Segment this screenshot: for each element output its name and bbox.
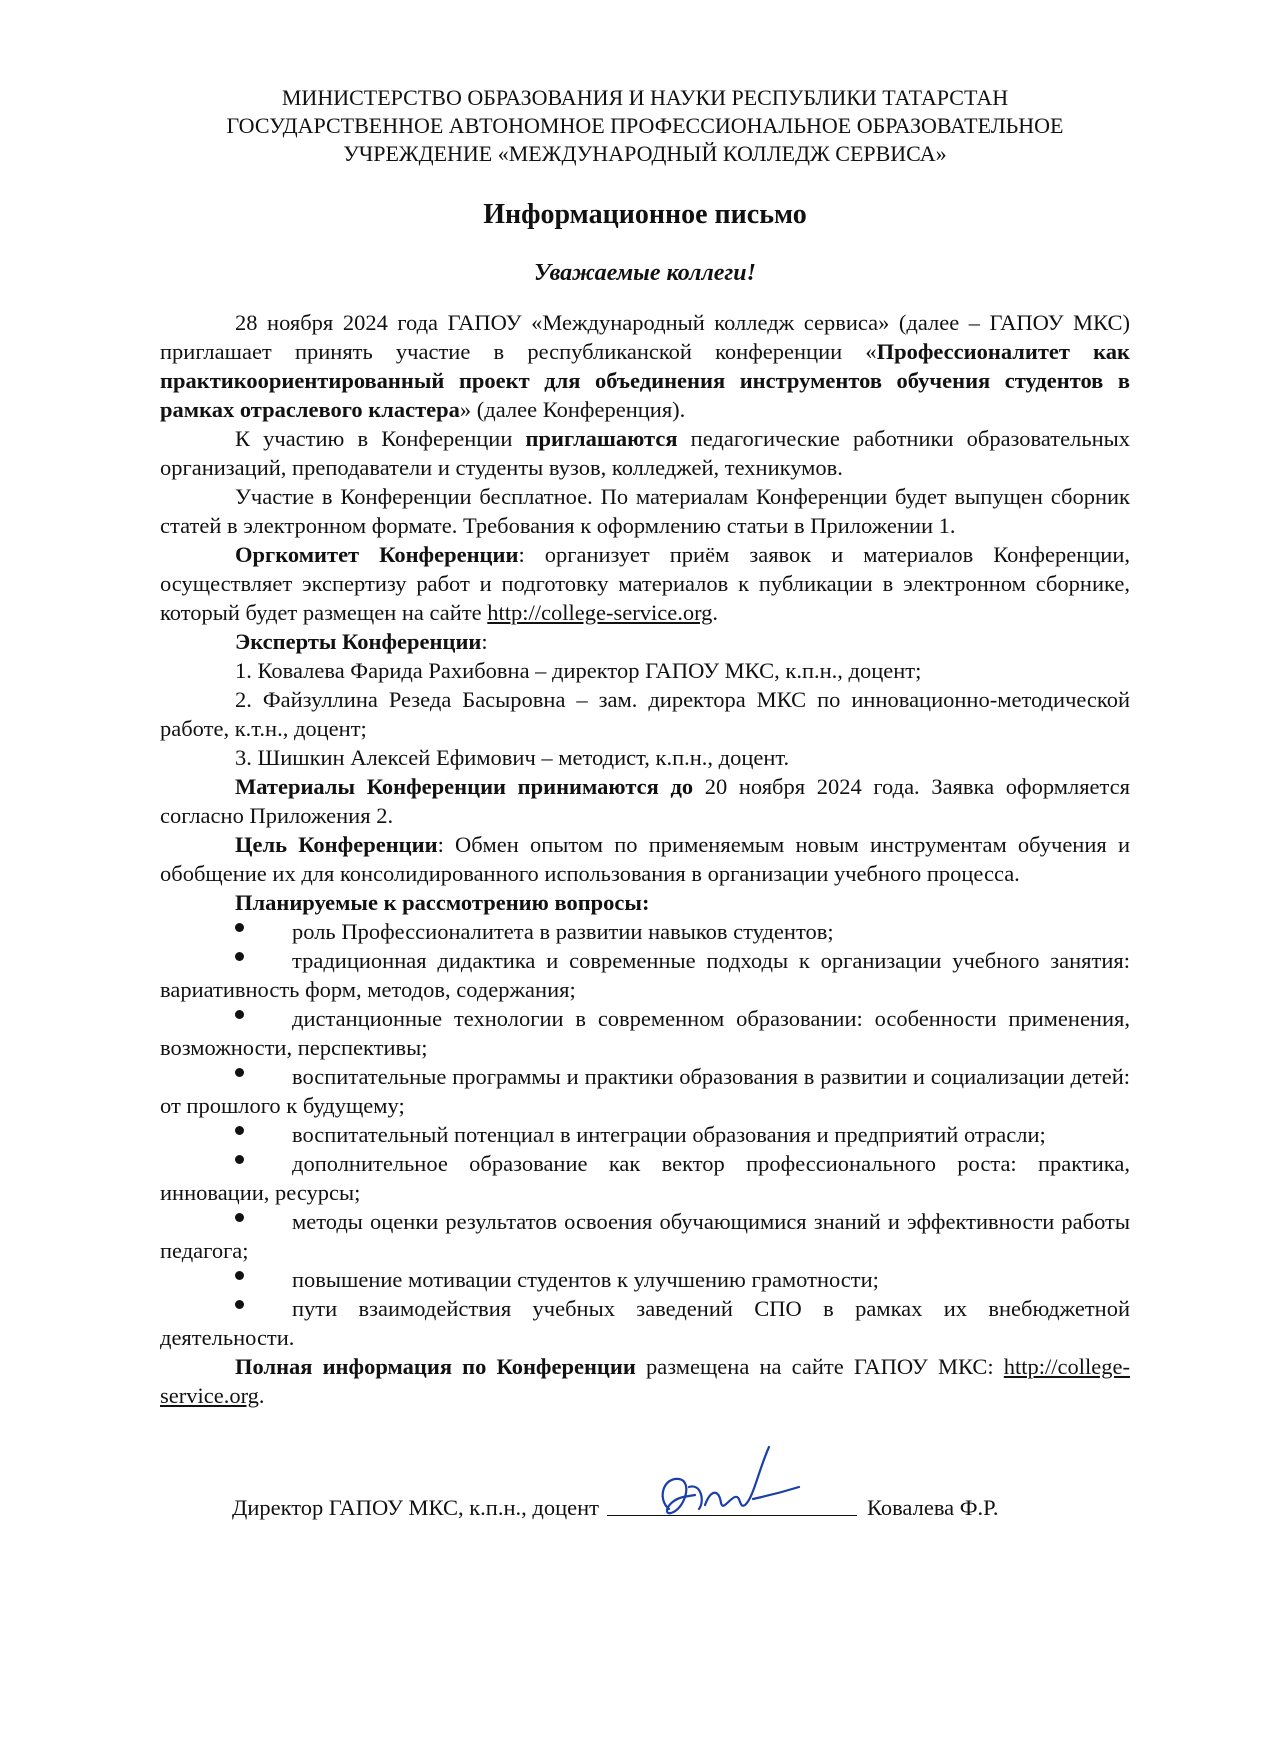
signature-line <box>607 1493 857 1516</box>
fullinfo-text: размещена на сайте ГАПОУ МКС: <box>635 1354 1004 1379</box>
fullinfo-bold: Полная информация по Конференции <box>235 1354 636 1379</box>
letterhead-line-2: ГОСУДАРСТВЕННОЕ АВТОНОМНОЕ ПРОФЕССИОНАЛЬНОЕ ОБРАЗОВАТЕЛЬНОЕ <box>226 113 1064 138</box>
signature-block <box>160 1482 1130 1522</box>
deadline-paragraph <box>160 772 1130 830</box>
intro-paragraph <box>160 308 1130 424</box>
handwritten-signature <box>649 1439 809 1529</box>
bullet-icon <box>235 1271 244 1280</box>
site-link[interactable]: http://college-service.org <box>487 600 713 625</box>
topic-item <box>160 1004 1130 1062</box>
topics-heading-bold: Планируемые к рассмотрению вопросы: <box>235 890 650 915</box>
intro-text: 28 ноября 2024 года ГАПОУ «Международный колледж сервиса» (далее – ГАПОУ МКС) приглашает принять участие в республиканской конференции « <box>160 310 1130 364</box>
experts-heading <box>160 627 1130 656</box>
letterhead <box>160 84 1130 168</box>
topic-text: повышение мотивации студентов к улучшению грамотности; <box>292 1267 879 1292</box>
invite-text-end: педагогические работники образовательных организаций, преподаватели и студенты вузов, колледжей, техникумов. <box>160 426 1131 480</box>
goal-heading: Цель Конференции <box>235 832 438 857</box>
goal-text: : Обмен опытом по применяемым новым инструментам обучения и обобщение их для консолидированного использования в организации учебного процесса. <box>160 832 1131 886</box>
letterhead-line-3: УЧРЕЖДЕНИЕ «МЕЖДУНАРОДНЫЙ КОЛЛЕДЖ СЕРВИСА» <box>343 141 947 166</box>
bullet-icon <box>235 1010 244 1019</box>
topics-heading <box>160 888 1130 917</box>
orgcom-text: : организует приём заявок и материалов Конференции, осуществляет экспертизу работ и подготовку материалов к публикации в электронном сборнике, который будет размещен на сайте <box>160 542 1130 625</box>
expert-item: 2. Файзуллина Резеда Басыровна – зам. директора МКС по инновационно-методической работе, к.т.н., доцент; <box>160 687 1130 741</box>
bullet-icon <box>235 1068 244 1077</box>
bullet-icon <box>235 1213 244 1222</box>
topic-item <box>160 917 1130 946</box>
bullet-icon <box>235 1126 244 1135</box>
invite-bold: приглашаются <box>525 426 678 451</box>
orgcom-paragraph <box>160 540 1130 627</box>
topic-text: дистанционные технологии в современном образовании: особенности применения, возможности, перспективы; <box>160 1006 1130 1060</box>
free-paragraph: Участие в Конференции бесплатное. По материалам Конференции будет выпущен сборник статей в электронном формате. Требования к оформлению статьи в Приложении 1. <box>160 484 1130 538</box>
goal-paragraph <box>160 830 1130 888</box>
topic-text: традиционная дидактика и современные подходы к организации учебного занятия: вариативность форм, методов, содержания; <box>160 948 1130 1002</box>
signer-name: Ковалева Ф.Р. <box>866 1495 999 1520</box>
letter-body <box>160 84 1130 1522</box>
greeting: Уважаемые коллеги! <box>534 260 756 286</box>
intro-text-end: » (далее Конференция). <box>459 397 686 422</box>
topic-text: дополнительное образование как вектор профессионального роста: практика, инновации, ресурсы; <box>160 1151 1130 1205</box>
fullinfo-end: . <box>258 1383 265 1408</box>
topic-item <box>160 1265 1130 1294</box>
orgcom-heading: Оргкомитет Конференции <box>235 542 519 567</box>
bullet-icon <box>235 952 244 961</box>
invite-paragraph <box>160 424 1130 482</box>
topic-text: воспитательный потенциал в интеграции образования и предприятий отрасли; <box>292 1122 1046 1147</box>
deadline-text: 20 ноября 2024 года. Заявка оформляется согласно Приложения 2. <box>160 774 1130 828</box>
experts-heading-bold: Эксперты Конференции <box>235 629 482 654</box>
topic-text: роль Профессионалитета в развитии навыков студентов; <box>292 919 834 944</box>
topic-item <box>160 1062 1130 1120</box>
topic-item <box>160 1294 1130 1352</box>
topic-item <box>160 946 1130 1004</box>
bullet-icon <box>235 923 244 932</box>
expert-item: 1. Ковалева Фарида Рахибовна – директор ГАПОУ МКС, к.п.н., доцент; <box>235 658 922 683</box>
deadline-bold: Материалы Конференции принимаются до <box>235 774 694 799</box>
topic-item <box>160 1120 1130 1149</box>
topic-text: методы оценки результатов освоения обучающимися знаний и эффективности работы педагога; <box>160 1209 1130 1263</box>
invite-text: К участию в Конференции <box>235 426 526 451</box>
document-title: Информационное письмо <box>483 199 807 230</box>
letterhead-line-1: МИНИСТЕРСТВО ОБРАЗОВАНИЯ И НАУКИ РЕСПУБЛИКИ ТАТАРСТАН <box>281 85 1009 110</box>
topic-item <box>160 1207 1130 1265</box>
expert-item: 3. Шишкин Алексей Ефимович – методист, к.п.н., доцент. <box>235 745 790 770</box>
topic-item <box>160 1149 1130 1207</box>
bullet-icon <box>235 1300 244 1309</box>
site-link[interactable]: http://college-service.org <box>160 1354 1130 1408</box>
signer-position: Директор ГАПОУ МКС, к.п.н., доцент <box>232 1495 599 1520</box>
conference-name: Профессионалитет как практикоориентированный проект для объединения инструментов обучения студентов в рамках отраслевого кластера <box>160 339 1130 422</box>
experts-colon: : <box>481 629 488 654</box>
topic-text: пути взаимодействия учебных заведений СПО в рамках их внебюджетной деятельности. <box>160 1296 1130 1350</box>
fullinfo-paragraph <box>160 1352 1130 1410</box>
bullet-icon <box>235 1155 244 1164</box>
topic-text: воспитательные программы и практики образования в развитии и социализации детей: от прошлого к будущему; <box>160 1064 1130 1118</box>
orgcom-end: . <box>712 600 719 625</box>
